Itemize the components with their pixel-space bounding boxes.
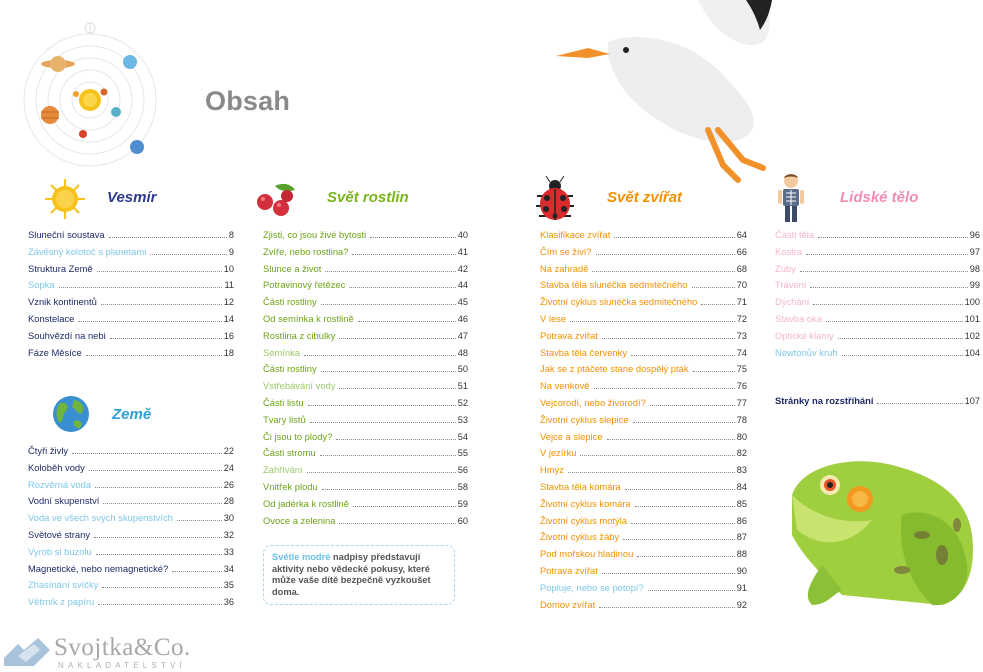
toc-leader [631, 355, 735, 356]
publisher-logo-icon [4, 638, 50, 668]
toc-item[interactable] [540, 563, 747, 580]
toc-item-title: Optické klamy [775, 329, 834, 341]
toc-item-page: 16 [223, 330, 234, 341]
toc-leader [633, 422, 735, 423]
toc-item-page: 78 [736, 414, 747, 425]
toc-item[interactable] [28, 227, 234, 244]
toc-item-title: Koloběh vody [28, 461, 85, 473]
toc-item[interactable] [263, 496, 468, 513]
toc-item[interactable] [540, 496, 747, 513]
toc-item-title: Zjisti, co jsou živé bytosti [263, 229, 367, 240]
toc-leader [592, 271, 734, 272]
toc-item-page: 28 [223, 496, 234, 507]
toc-item-title: Hmyz [540, 464, 564, 476]
publisher-logo [4, 634, 204, 672]
toc-item-title: Newtonův kruh [775, 346, 838, 358]
toc-item-title: Životní cyklus slunéčka sedmitečného [540, 296, 698, 308]
toc-item-title: Voda ve všech svých skupenstvích [28, 512, 173, 524]
toc-item-title: Stavba těla komára [540, 480, 621, 492]
toc-item-page: 86 [736, 515, 747, 526]
toc-leader [838, 338, 963, 339]
toc-item-page: 71 [736, 297, 747, 308]
toc-item-title: Semínka [263, 346, 300, 358]
toc-item-title: Slunce a život [263, 262, 322, 274]
toc-item[interactable] [28, 294, 234, 311]
toc-leader [320, 455, 456, 456]
toc-item-page: 47 [457, 330, 468, 341]
toc-leader [826, 321, 963, 322]
toc-item[interactable] [540, 277, 747, 294]
toc-leader [602, 573, 735, 574]
toc-item[interactable] [263, 412, 468, 429]
toc-item-title: Popluje, nebo se potopí? [540, 581, 644, 593]
toc-item-page: 85 [736, 498, 747, 509]
toc-item-page: 34 [223, 563, 234, 574]
toc-item-title: Vznik kontinentů [28, 296, 97, 308]
toc-item-title: Na venkově [540, 380, 590, 392]
toc-item[interactable] [28, 477, 234, 494]
toc-item[interactable] [263, 328, 468, 345]
toc-item[interactable] [263, 277, 468, 294]
ladybug-icon [533, 176, 577, 222]
toc-leader [877, 403, 962, 404]
toc-list-rostliny [263, 227, 468, 529]
toc-leader [580, 455, 734, 456]
berries-icon [255, 182, 299, 218]
toc-leader [358, 321, 456, 322]
section-heading-vesmir: Vesmír [107, 189, 157, 206]
toc-item[interactable] [540, 546, 747, 563]
toc-item-title: Ovoce a zelenina [263, 514, 336, 526]
toc-leader [810, 287, 967, 288]
toc-item-title: Vejcorodí, nebo živorodí? [540, 396, 646, 408]
toc-item-page: 8 [228, 230, 234, 240]
toc-item-title: Části stromu [263, 447, 316, 459]
page-title: Obsah [205, 86, 291, 116]
toc-leader [321, 304, 456, 305]
toc-item-page: 87 [736, 532, 747, 543]
toc-item-title: Tvary listů [263, 413, 306, 425]
boy-skeleton-icon [776, 172, 806, 224]
toc-item[interactable] [540, 412, 747, 429]
toc-item[interactable] [263, 345, 468, 362]
toc-leader [110, 338, 222, 339]
earth-globe-icon [52, 395, 90, 433]
toc-item[interactable] [28, 328, 234, 345]
toc-item-title: Stavba oka [775, 312, 822, 324]
toc-item[interactable] [540, 361, 747, 378]
toc-leader [631, 523, 735, 524]
toc-leader [102, 587, 221, 588]
toc-leader [109, 237, 227, 238]
toc-list-telo [775, 227, 980, 361]
toc-leader [842, 355, 963, 356]
toc-list-vesmir [28, 227, 234, 361]
toc-item-page: 35 [223, 580, 234, 591]
toc-leader [701, 304, 734, 305]
toc-item[interactable] [28, 244, 234, 261]
toc-item-page: 97 [969, 246, 980, 257]
toc-item-title: Závěsný kolotoč s planetami [28, 245, 147, 257]
toc-item[interactable] [263, 294, 468, 311]
toc-item[interactable] [540, 328, 747, 345]
toc-item-title: Části rostliny [263, 363, 317, 375]
toc-item-title: Rostlina z cibulky [263, 329, 336, 341]
toc-item-page: 98 [969, 263, 980, 274]
toc-item[interactable] [28, 443, 234, 460]
toc-item-title: V lese [540, 312, 567, 324]
toc-leader [818, 237, 968, 238]
toc-item-title: Životní cyklus žáby [540, 531, 620, 543]
toc-item-page: 107 [964, 396, 980, 406]
toc-item-page: 104 [964, 347, 980, 358]
toc-item[interactable] [28, 561, 234, 578]
toc-leader [177, 520, 222, 521]
toc-item[interactable] [28, 493, 234, 510]
toc-item[interactable] [263, 378, 468, 395]
note-highlight: Světle modré [272, 552, 331, 562]
toc-item-page: 92 [736, 599, 747, 610]
toc-item-page: 64 [736, 230, 747, 240]
toc-leader [596, 254, 735, 255]
toc-item-title: Klasifikace zvířat [540, 229, 611, 240]
toc-item-title: Struktura Země [28, 262, 93, 274]
section-heading-zvirata: Svět zvířat [607, 189, 683, 206]
toc-item-title: Od jadérka k rostlině [263, 497, 349, 509]
solar-system-icon [20, 22, 165, 172]
toc-item[interactable] [263, 429, 468, 446]
note-text: nadpisy představují aktivity nebo vědecké pokusy, které může vaše dítě bezpečně vyzkoušet doma. [272, 552, 431, 597]
toc-leader [339, 338, 455, 339]
toc-item-page: 46 [457, 313, 468, 324]
toc-item-title: Části těla [775, 229, 815, 240]
toc-leader [349, 287, 455, 288]
toc-item-page: 66 [736, 246, 747, 257]
toc-item-title: Stránky na rozstříhání [775, 395, 874, 406]
toc-item-title: Světové strany [28, 528, 91, 540]
toc-item-page: 11 [224, 280, 234, 291]
frog-icon [782, 455, 982, 610]
toc-leader [568, 472, 735, 473]
toc-leader [321, 371, 456, 372]
toc-item-page: 58 [457, 481, 468, 492]
publisher-subtitle: NAKLADATELSTVÍ [58, 661, 187, 670]
toc-item-page: 53 [457, 414, 468, 425]
toc-leader [59, 287, 223, 288]
toc-item[interactable] [775, 227, 980, 244]
toc-item[interactable] [540, 261, 747, 278]
toc-item-page: 76 [736, 381, 747, 392]
toc-leader [304, 355, 456, 356]
toc-leader [172, 571, 222, 572]
toc-item-page: 72 [736, 313, 747, 324]
section-heading-telo: Lidské tělo [840, 189, 919, 206]
toc-item[interactable] [775, 345, 980, 362]
toc-item-title: Stavba těla slunéčka sedmitečného [540, 279, 688, 291]
toc-item-page: 101 [964, 313, 980, 324]
toc-leader [570, 321, 735, 322]
toc-item-title: Potrava zvířat [540, 564, 598, 576]
toc-item-title: V jezírku [540, 447, 577, 459]
toc-leader [322, 489, 456, 490]
toc-item[interactable] [540, 580, 747, 597]
toc-leader [95, 487, 222, 488]
toc-leader [614, 237, 734, 238]
toc-leader [336, 439, 455, 440]
toc-leader [594, 388, 735, 389]
toc-item-extra[interactable] [775, 393, 980, 410]
toc-item[interactable] [28, 577, 234, 594]
toc-item[interactable] [28, 261, 234, 278]
toc-leader [78, 321, 221, 322]
toc-item[interactable] [28, 345, 234, 362]
toc-item-title: Konstelace [28, 312, 75, 324]
toc-item-page: 51 [457, 381, 468, 392]
toc-extra [775, 393, 980, 410]
toc-list-zvirata [540, 227, 747, 613]
toc-leader [308, 405, 456, 406]
toc-item[interactable] [263, 311, 468, 328]
toc-item-page: 44 [457, 280, 468, 291]
toc-item-page: 90 [736, 565, 747, 576]
toc-item-page: 73 [736, 330, 747, 341]
toc-leader [98, 604, 222, 605]
toc-item-page: 84 [736, 481, 747, 492]
toc-item-title: Magnetické, nebo nemagnetické? [28, 562, 169, 574]
section-heading-zeme: Země [112, 406, 152, 423]
toc-item-title: Rozvěrná voda [28, 478, 92, 490]
toc-item-page: 12 [223, 297, 234, 308]
toc-leader [339, 523, 455, 524]
toc-item[interactable] [540, 597, 747, 614]
toc-item-title: Čtyři živly [28, 445, 69, 456]
toc-item-page: 36 [223, 597, 234, 608]
toc-item-page: 52 [457, 397, 468, 408]
toc-item-title: Zahřívání [263, 464, 303, 476]
toc-leader [813, 304, 962, 305]
toc-item-page: 59 [457, 498, 468, 509]
toc-item-title: Kostra [775, 245, 803, 257]
toc-item[interactable] [28, 527, 234, 544]
toc-item-title: Sopka [28, 279, 55, 291]
toc-item-title: Vodní skupenství [28, 495, 100, 507]
toc-item-title: Souhvězdí na nebi [28, 329, 106, 341]
toc-item-page: 50 [457, 364, 468, 375]
toc-item-page: 68 [736, 263, 747, 274]
toc-item-title: Od semínka k rostlině [263, 312, 354, 324]
toc-item-title: Životní cyklus slepice [540, 413, 629, 425]
toc-item[interactable] [540, 378, 747, 395]
toc-item-title: Části listu [263, 396, 304, 408]
toc-item-page: 18 [223, 347, 234, 358]
toc-item[interactable] [775, 277, 980, 294]
legend-note [263, 545, 455, 605]
toc-item[interactable] [540, 227, 747, 244]
toc-item[interactable] [775, 244, 980, 261]
toc-item-title: Domov zvířat [540, 598, 596, 610]
toc-leader [353, 506, 456, 507]
toc-leader [599, 607, 735, 608]
toc-item-title: Čím se živí? [540, 245, 592, 257]
toc-item[interactable] [263, 395, 468, 412]
toc-item[interactable] [540, 395, 747, 412]
toc-item-title: Trávení [775, 279, 807, 291]
toc-leader [307, 472, 456, 473]
toc-leader [72, 453, 222, 454]
toc-item[interactable] [28, 311, 234, 328]
toc-item-title: Zvíře, nebo rostlina? [263, 245, 349, 257]
toc-item-page: 45 [457, 297, 468, 308]
toc-item[interactable] [28, 460, 234, 477]
toc-leader [800, 271, 968, 272]
toc-leader [607, 439, 735, 440]
toc-leader [693, 371, 735, 372]
toc-item-page: 80 [736, 431, 747, 442]
toc-item-page: 91 [736, 582, 747, 593]
toc-leader [94, 537, 222, 538]
toc-leader [150, 254, 227, 255]
toc-leader [625, 489, 735, 490]
toc-item-title: Vyrob si buzolu [28, 545, 92, 557]
toc-item[interactable] [540, 479, 747, 496]
toc-item[interactable] [28, 277, 234, 294]
toc-item-page: 40 [457, 230, 468, 240]
toc-item[interactable] [775, 261, 980, 278]
toc-item[interactable] [263, 445, 468, 462]
toc-item-page: 41 [457, 246, 468, 257]
toc-item-title: Zhasínání svíčky [28, 579, 99, 591]
toc-item[interactable] [28, 594, 234, 611]
toc-item-page: 75 [736, 364, 747, 375]
toc-item[interactable] [540, 445, 747, 462]
toc-item[interactable] [540, 294, 747, 311]
toc-item-title: Či jsou to plody? [263, 430, 333, 442]
toc-item-title: Jak se z ptáčete stane dospělý pták [540, 363, 689, 375]
toc-item-page: 88 [736, 549, 747, 560]
toc-leader [310, 422, 456, 423]
toc-item[interactable] [775, 294, 980, 311]
toc-item-page: 70 [736, 280, 747, 291]
toc-item-page: 9 [228, 246, 234, 257]
toc-item-title: Potravinový řetězec [263, 279, 346, 291]
publisher-name: Svojtka&Co. [54, 634, 191, 661]
toc-leader [635, 506, 735, 507]
toc-item-page: 32 [223, 529, 234, 540]
toc-item[interactable] [540, 244, 747, 261]
toc-leader [89, 470, 222, 471]
toc-item-page: 30 [223, 513, 234, 524]
toc-leader [97, 271, 222, 272]
toc-item-page: 102 [964, 330, 980, 341]
toc-item[interactable] [263, 244, 468, 261]
toc-item[interactable] [263, 261, 468, 278]
toc-item-page: 77 [736, 397, 747, 408]
toc-item-page: 96 [969, 230, 980, 240]
toc-leader [96, 554, 222, 555]
section-heading-rostliny: Svět rostlin [327, 189, 409, 206]
toc-item-title: Životní cyklus motýla [540, 514, 628, 526]
toc-item-title: Zuby [775, 262, 796, 274]
toc-item-page: 83 [736, 465, 747, 476]
toc-item-page: 22 [223, 446, 234, 456]
toc-item[interactable] [263, 462, 468, 479]
toc-item-title: Stavba těla červenky [540, 346, 628, 358]
toc-item-title: Vstřebávání vody [263, 380, 336, 392]
toc-leader [339, 388, 455, 389]
toc-item-page: 42 [457, 263, 468, 274]
toc-item-title: Dýchání [775, 296, 810, 308]
toc-leader [692, 287, 735, 288]
toc-item[interactable] [540, 429, 747, 446]
toc-leader [650, 405, 735, 406]
toc-leader [637, 556, 734, 557]
toc-item-title: Životní cyklus komára [540, 497, 631, 509]
toc-item-page: 55 [457, 448, 468, 459]
toc-leader [101, 304, 222, 305]
toc-item[interactable] [540, 529, 747, 546]
toc-item[interactable] [263, 361, 468, 378]
toc-leader [103, 503, 221, 504]
toc-item-page: 24 [223, 462, 234, 473]
toc-item-page: 99 [969, 280, 980, 291]
toc-leader [325, 271, 455, 272]
toc-leader [648, 590, 735, 591]
toc-item-title: Vnitřek plodu [263, 480, 318, 492]
toc-item[interactable] [263, 513, 468, 530]
toc-item-title: Části rostliny [263, 296, 317, 308]
toc-item-page: 100 [964, 297, 980, 308]
toc-item-page: 14 [223, 313, 234, 324]
toc-leader [806, 254, 968, 255]
toc-item[interactable] [540, 345, 747, 362]
toc-item-title: Potrava zvířat [540, 329, 598, 341]
toc-item-page: 33 [223, 546, 234, 557]
toc-item-page: 10 [223, 263, 234, 274]
toc-item[interactable] [540, 462, 747, 479]
toc-item-title: Pod mořskou hladinou [540, 548, 634, 560]
toc-item-page: 60 [457, 515, 468, 526]
toc-item[interactable] [540, 513, 747, 530]
toc-leader [602, 338, 735, 339]
toc-item-title: Větrník z papíru [28, 596, 95, 608]
toc-list-zeme [28, 443, 234, 611]
toc-item[interactable] [263, 479, 468, 496]
toc-item[interactable] [775, 328, 980, 345]
toc-item[interactable] [263, 227, 468, 244]
toc-item-page: 26 [223, 479, 234, 490]
toc-item-page: 54 [457, 431, 468, 442]
toc-item-page: 48 [457, 347, 468, 358]
toc-leader [370, 237, 456, 238]
toc-item-title: Fáze Měsíce [28, 346, 82, 358]
toc-leader [623, 539, 735, 540]
sun-icon [44, 178, 86, 220]
toc-leader [86, 355, 222, 356]
seagull-icon [548, 0, 798, 190]
toc-item-page: 56 [457, 465, 468, 476]
toc-item-page: 82 [736, 448, 747, 459]
toc-item-page: 74 [736, 347, 747, 358]
toc-item-title: Sluneční soustava [28, 229, 105, 240]
toc-item-title: Vejce a slepice [540, 430, 603, 442]
toc-item-title: Na zahradě [540, 262, 589, 274]
toc-leader [352, 254, 455, 255]
toc-item[interactable] [28, 544, 234, 561]
toc-item[interactable] [540, 311, 747, 328]
toc-item[interactable] [28, 510, 234, 527]
toc-item[interactable] [775, 311, 980, 328]
